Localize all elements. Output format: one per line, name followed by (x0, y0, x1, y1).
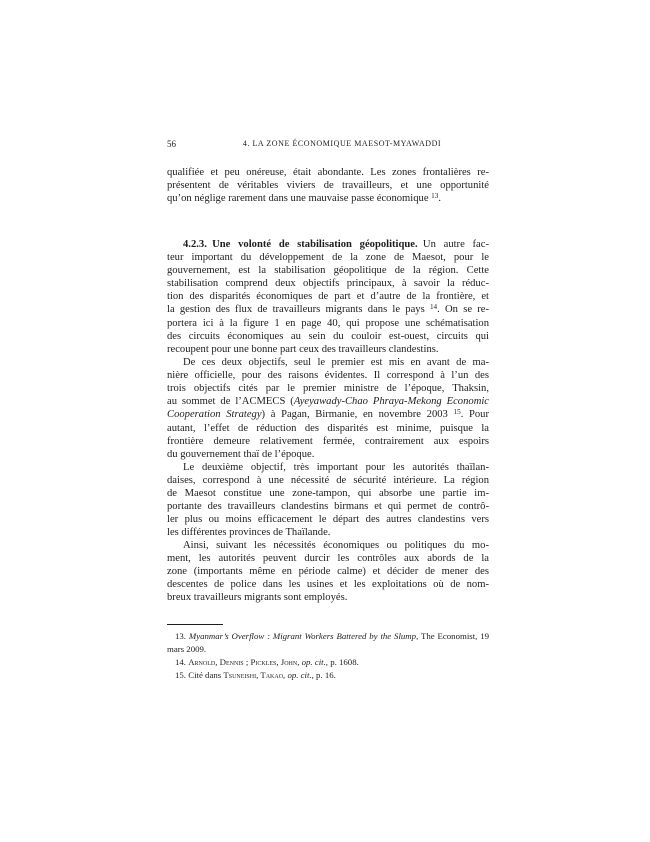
text-segment: daises, correspond à une nécessité de sécurité intérieure. La région (167, 475, 489, 486)
page-number: 56 (167, 139, 176, 149)
text-line (167, 500, 489, 513)
body-text (167, 166, 489, 604)
text-segment: De ces deux objectifs, seul le premier est mis en avant de ma- (183, 357, 489, 368)
text-segment: ment, les autorités peuvent durcir les contrôles aux abords de la (167, 553, 489, 564)
text-line (167, 166, 489, 179)
text-segment: portera ici à la figure 1 en page 40, qui propose une schématisation (167, 318, 489, 329)
text-segment: Un autre fac- (417, 239, 489, 250)
footnote-15 (167, 669, 489, 682)
text-line (167, 461, 489, 474)
text-segment: 15. Cité dans (175, 670, 224, 680)
text-line (167, 264, 489, 277)
text-line (167, 382, 489, 395)
footnote-marker: 13 (431, 192, 439, 201)
text-segment: recoupent pour une bonne part ceux des travailleurs clandestins. (167, 344, 439, 355)
text-segment: Cooperation Strategy (167, 409, 262, 420)
text-segment: Ainsi, suivant les nécessités économiques ou politiques du mo- (183, 540, 489, 551)
text-segment: Myanmar’s Overflow : Migrant Workers Battered by the Slump (188, 631, 417, 641)
text-line (167, 408, 489, 422)
text-segment: les différentes provinces de Thaïlande. (167, 527, 331, 538)
text-line (167, 395, 489, 408)
text-segment: Le deuxième objectif, très important pour les autorités thaïlan- (183, 462, 489, 473)
text-segment: mars 2009. (167, 644, 207, 654)
text-line (167, 277, 489, 290)
text-segment: nière officielle, pour des raisons évidentes. Il correspond à l’un des (167, 370, 489, 381)
text-line (167, 422, 489, 435)
text-segment: Ayeyawady-Chao Phraya-Mekong Economic (293, 396, 489, 407)
text-line (167, 251, 489, 264)
text-line (167, 179, 489, 192)
text-segment: , The Economist, 19 (416, 631, 489, 641)
running-title: 4. LA ZONE ÉCONOMIQUE MAESOT-MYAWADDI (242, 139, 442, 148)
text-segment: , p. 1608. (325, 657, 359, 667)
text-line (167, 343, 489, 356)
text-line (167, 290, 489, 303)
text-line (167, 513, 489, 526)
text-segment: teur important du développement de la zone de Maesot, pour le (167, 252, 489, 263)
text-line (167, 303, 489, 317)
footnote-rule (167, 624, 223, 625)
text-segment: présentent de véritables viviers de travailleurs, et une opportunité (167, 180, 489, 191)
text-segment: 4.2.3. Une volonté de stabilisation géopolitique. (183, 239, 418, 250)
text-segment: , p. 16. (311, 670, 336, 680)
text-segment: frontière demeure relativement fermée, contrairement aux espoirs (167, 436, 489, 447)
footnotes (167, 624, 489, 682)
text-line (167, 356, 489, 369)
paragraph-continuation (167, 166, 489, 206)
text-line (167, 526, 489, 539)
footnote-13 (167, 630, 489, 656)
text-segment: trois objectifs cités par le premier ministre de l’époque, Thaksin, (167, 383, 489, 394)
text-segment: stabilisation comprend deux objectifs principaux, à savoir la réduc- (167, 278, 489, 289)
text-line (167, 192, 489, 206)
text-line (167, 630, 489, 643)
text-segment: Tsuneishi, Takao (223, 670, 284, 680)
text-segment: . Pour (460, 409, 490, 420)
text-segment: du gouvernement thaï de l’époque. (167, 449, 315, 460)
paragraph-controles (167, 539, 489, 604)
paragraph-objectif-1 (167, 356, 489, 461)
text-line (167, 474, 489, 487)
text-segment: tion des disparités économiques de part et d’autre de la frontière, et (167, 291, 489, 302)
text-segment: la gestion des flux de travailleurs migrants dans le pays (167, 304, 430, 315)
text-segment: Arnold, Dennis ; Pickles, John (188, 657, 298, 667)
text-segment: zone (importants même en période calme) et décider de mener des (167, 566, 489, 577)
text-segment: des circuits économiques au sein du couloir est-ouest, circuits qui (167, 331, 489, 342)
page-header (167, 139, 489, 151)
text-line (167, 552, 489, 565)
footnote-marker: 14 (429, 303, 438, 312)
text-segment: . On se re- (437, 304, 490, 315)
text-line (167, 656, 489, 669)
paragraph-objectif-2 (167, 461, 489, 539)
paragraph-section-4-2-3 (167, 238, 489, 356)
text-segment: op. cit. (287, 670, 312, 680)
footnote-14 (167, 656, 489, 669)
text-segment: breux travailleurs migrants sont employés. (167, 592, 348, 603)
text-line (167, 435, 489, 448)
text-segment: ler plus ou moins efficacement le départ des autres clandestins vers (167, 514, 489, 525)
text-segment: , (297, 657, 302, 667)
text-segment: . (438, 193, 442, 204)
text-segment: 14. (175, 657, 189, 667)
footnote-marker: 15 (453, 408, 461, 417)
text-line (167, 317, 489, 330)
text-segment: de Maesot constitue une zone-tampon, qui absorbe une partie im- (167, 488, 489, 499)
text-segment: , (283, 670, 288, 680)
text-line (167, 539, 489, 552)
text-line (167, 565, 489, 578)
text-line (167, 238, 489, 251)
text-segment: qu’on néglige rarement dans une mauvaise passe économique (167, 193, 432, 204)
text-line (167, 369, 489, 382)
text-line (167, 669, 489, 682)
text-segment: gouvernement, est la stabilisation géopolitique de la région. Cette (167, 265, 489, 276)
footnote-list (167, 630, 489, 682)
text-segment: autant, l’effet de réduction des disparités est minime, puisque la (167, 423, 489, 434)
text-line (167, 448, 489, 461)
text-line (167, 591, 489, 604)
text-segment: portante des travailleurs clandestins birmans et qui permet de contrô- (167, 501, 489, 512)
text-line (167, 578, 489, 591)
text-segment: au sommet de l’ACMECS ( (167, 396, 294, 407)
text-segment: op. cit. (301, 657, 326, 667)
text-segment: qualifiée et peu onéreuse, était abondante. Les zones frontalières re- (167, 167, 489, 178)
text-line (167, 487, 489, 500)
text-line (167, 643, 489, 656)
text-segment: 13. (175, 631, 189, 641)
text-line (167, 330, 489, 343)
text-segment: descentes de police dans les usines et les exploitations où de nom- (167, 579, 489, 590)
text-segment: ) à Pagan, Birmanie, en novembre 2003 (261, 409, 454, 420)
